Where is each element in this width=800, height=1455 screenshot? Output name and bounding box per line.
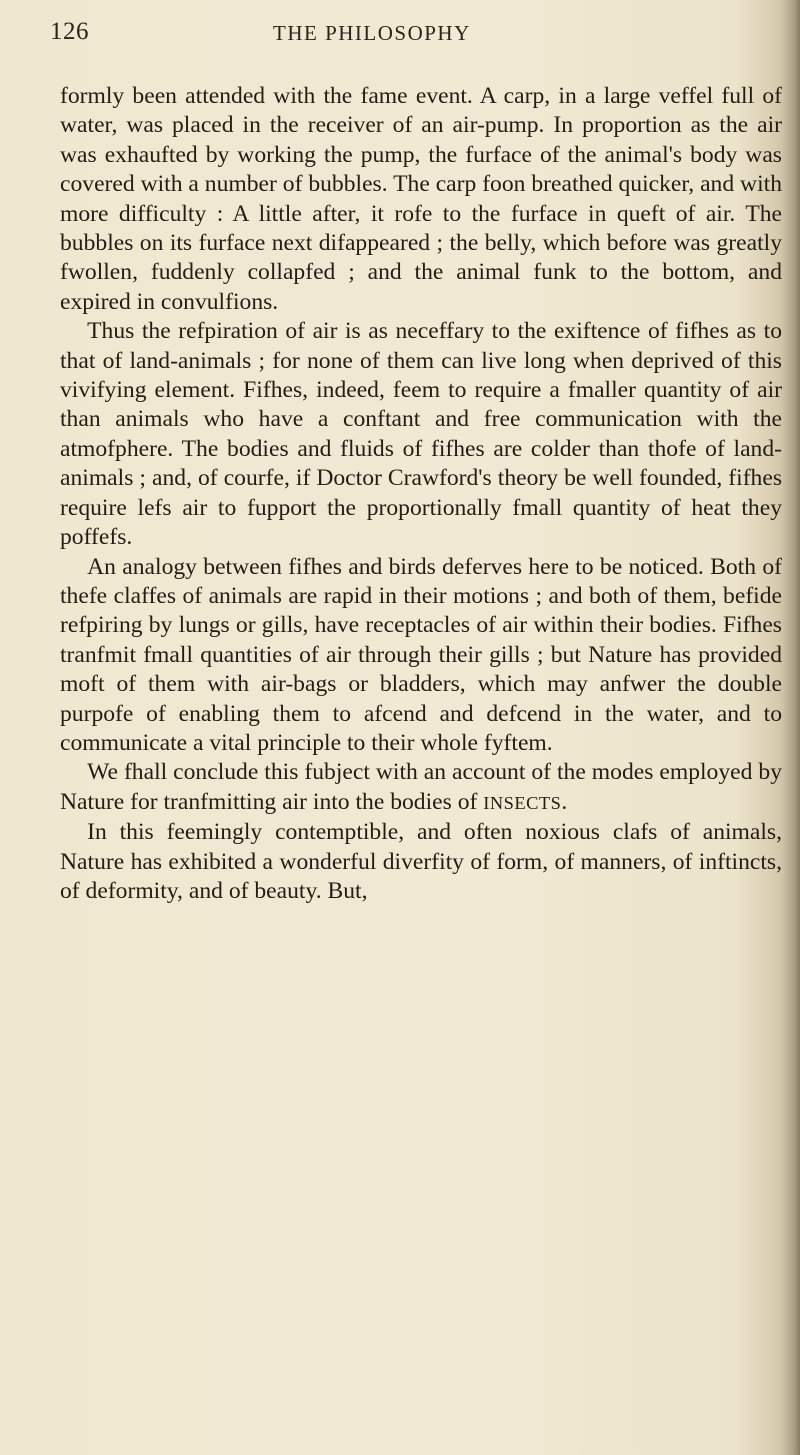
page-header: [0, 18, 800, 58]
paragraph-insects-diversity: In this feemingly contemptible, and often noxious clafs of animals, Nature has exhibited a wonderful diverfity of form, of manners, of inftincts, of deformity, and of beauty. But,: [60, 819, 782, 904]
insects-small-caps: INSECTS: [483, 792, 562, 813]
body-text: [60, 82, 782, 906]
paragraph-insects-intro-text: We fhall conclude this fubject with an account of the modes employed by Nature for tranfmitting air into the bodies of: [60, 759, 782, 815]
paragraph-respiration-of-fishes: Thus the refpiration of air is as neceffary to the exiftence of fifhes as to that of land-animals ; for none of them can live long when deprived of this vivifying element. Fifhes, indeed, feem to require a fmaller quantity of air than animals who have a conftant and free communication with the atmofphere. The bodies and fluids of fifhes are colder than thofe of land-animals ; and, of courfe, if Doctor Crawford's theory be well founded, fifhes require lefs air to fupport the proportionally fmall quantity of heat they poffefs.: [60, 318, 782, 551]
paragraph-fishes-and-birds: An analogy between fifhes and birds deferves here to be noticed. Both of thefe claffes of animals are rapid in their motions ; and both of them, befide refpiring by lungs or gills, have receptacles of air within their bodies. Fifhes tranfmit fmall quantities of air through their gills ; but Nature has provided moft of them with air-bags or bladders, which may anfwer the double purpofe of enabling them to afcend and defcend in the water, and to communicate a vital principle to their whole fyftem.: [60, 553, 782, 756]
paragraph-carp-experiment: formly been attended with the fame event. A carp, in a large veffel full of water, was placed in the receiver of an air-pump. In proportion as the air was exhaufted by working the pump, the furface of the animal's body was covered with a number of bubbles. The carp foon breathed quicker, and with more difficulty : A little after, it rofe to the furface in queft of air. The bubbles on its furface next difappeared ; the belly, which before was greatly fwollen, fuddenly collapfed ; and the animal funk to the bottom, and expired in convulfions.: [60, 83, 782, 315]
running-head: THE PHILOSOPHY: [273, 21, 471, 45]
page-edge-shadow: [782, 0, 800, 1455]
paragraph-insects-intro: [60, 758, 782, 818]
paragraph-insects-intro-end: .: [561, 788, 568, 815]
page-number: 126: [50, 18, 89, 45]
